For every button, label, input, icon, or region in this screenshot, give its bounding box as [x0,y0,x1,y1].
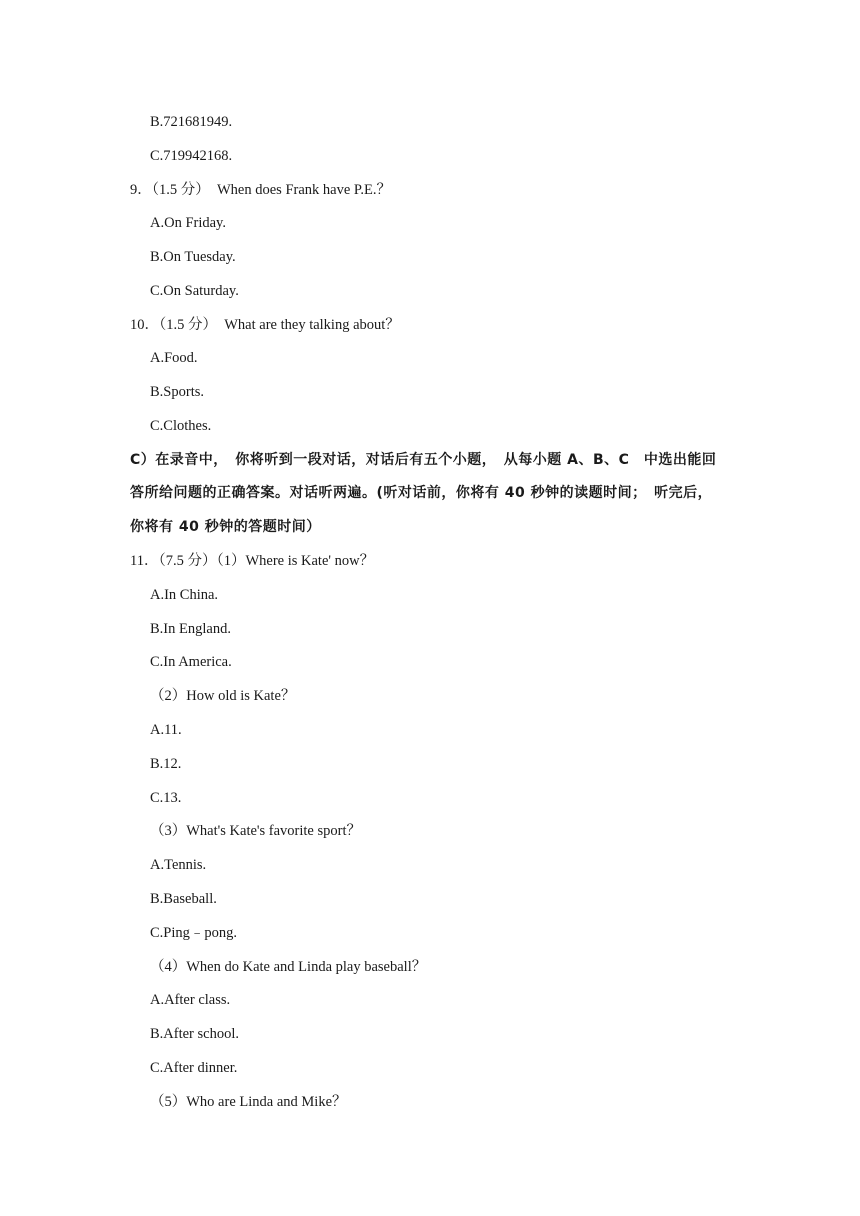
option-11-1a: A.In China. [150,587,219,603]
question-9: 9．（1.5 分） When does Frank have P.E.？ [130,182,391,198]
option-8b: B.721681949. [150,114,233,130]
option-10b: B.Sports. [150,384,204,400]
option-11-1b: B.In England. [150,621,231,637]
section-c-instruction-line-1: C）在录音中， 你将听到一段对话，对话后有五个小题， 从每小题 A、B、C 中选出能回 [130,452,717,468]
option-11-4c: C.After dinner. [150,1060,238,1076]
option-11-3b: B.Baseball. [150,891,217,907]
option-11-2b: B.12. [150,756,182,772]
option-9b: B.On Tuesday. [150,249,236,265]
option-10c: C.Clothes. [150,418,212,434]
option-9a: A.On Friday. [150,215,226,231]
option-8c: C.719942168. [150,148,233,164]
option-11-3c: C.Ping﹣pong. [150,925,238,941]
question-11: 11．（7.5 分）（1）Where is Kate' now？ [130,553,375,569]
option-11-1c: C.In America. [150,654,232,670]
option-11-4a: A.After class. [150,992,231,1008]
option-11-4b: B.After school. [150,1026,239,1042]
section-c-instruction-line-3: 你将有 40 秒钟的答题时间） [130,519,321,535]
sub-question-11-4: （4）When do Kate and Linda play baseball？ [150,959,427,975]
option-11-2a: A.11. [150,722,182,738]
section-c-instruction-line-2: 答所给问题的正确答案。对话听两遍。(听对话前，你将有 40 秒钟的读题时间； 听完后， [130,485,713,501]
question-10: 10．（1.5 分） What are they talking about？ [130,317,400,333]
option-10a: A.Food. [150,350,198,366]
option-9c: C.On Saturday. [150,283,239,299]
sub-question-11-5: （5）Who are Linda and Mike？ [150,1094,347,1110]
option-11-3a: A.Tennis. [150,857,207,873]
option-11-2c: C.13. [150,790,182,806]
sub-question-11-2: （2）How old is Kate？ [150,688,296,704]
sub-question-11-3: （3）What's Kate's favorite sport？ [150,823,361,839]
